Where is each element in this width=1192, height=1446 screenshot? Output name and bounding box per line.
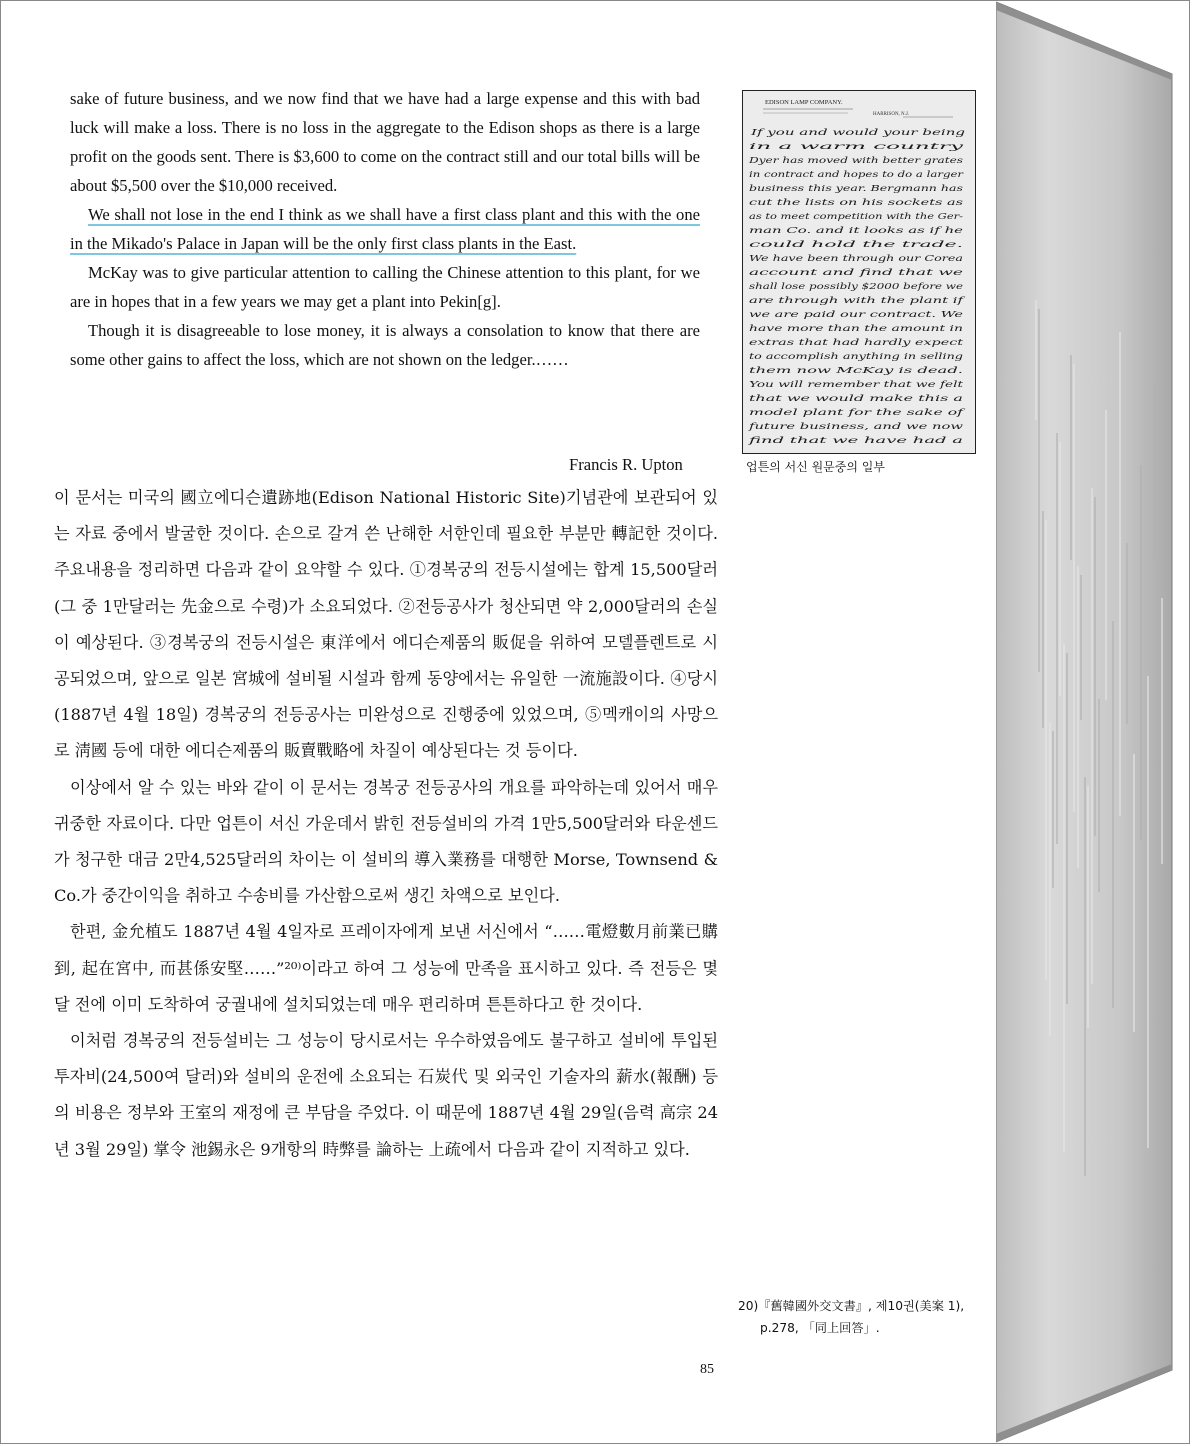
handwriting-line: man Co. and it looks as if he [749, 225, 964, 235]
handwriting-line: as to meet competition with the Ger- [749, 211, 964, 221]
korean-paragraph: 한편, 金允植도 1887년 4월 4일자로 프레이자에게 보낸 서신에서 “……電燈數月前業已購到, 起在宮中, 而甚係安堅……”²⁰⁾이라고 하여 그 성능에 만족을 표시하고 있다. 즉 전등은 몇달 전에 이미 도착하여 궁궐내에 설치되었는데 매우 편리하며 튼튼하다고 한 것이다. [54, 922, 718, 1014]
handwriting-lines [747, 127, 967, 445]
handwriting-line: If you and would your being [749, 127, 965, 137]
handwriting-line: them now McKay is dead. [749, 365, 963, 375]
handwriting-line: in contract and hopes to do a larger [749, 169, 965, 179]
korean-paragraph: 이처럼 경복궁의 전등설비는 그 성능이 당시로서는 우수하였음에도 불구하고 설비에 투입된 투자비(24,500여 달러)와 설비의 운전에 소요되는 石炭代 및 외국인 기술자의 薪水(報酬) 등의 비용은 정부와 王室의 재정에 큰 부담을 주었다. 이 때문에 1887년 4월 29일(음력 高宗 24년 3월 29일) 掌令 池錫永은 9개항의 時弊를 論하는 上疏에서 다음과 같이 지적하고 있다. [54, 1031, 718, 1159]
english-paragraph: McKay was to give particular attention to calling the Chinese attention to this plant, for we are in hopes that in a few years we may get a plant into Pekin[g]. [70, 263, 700, 311]
footnote-line: 20)『舊韓國外交文書』, 제10권(美案 1), [738, 1299, 965, 1313]
letterhead-place: HARRISON, N.J. [873, 112, 910, 117]
letterhead-text: EDISON LAMP COMPANY. [765, 99, 843, 106]
handwriting-line: Dyer has moved with better grates [747, 155, 965, 165]
handwriting-line: business this year. Bergmann has [749, 183, 965, 193]
handwriting-line: in a warm country [749, 141, 964, 151]
handwriting-line: model plant for the sake of [749, 407, 967, 417]
english-paragraph [70, 200, 700, 258]
handwriting-line: future business, and we now [747, 421, 963, 431]
handwriting-line: We have been through our Corea [749, 253, 964, 263]
korean-paragraph: 이상에서 알 수 있는 바와 같이 이 문서는 경복궁 전등공사의 개요를 파악하는데 있어서 매우 귀중한 자료이다. 다만 업튼이 서신 가운데서 밝힌 전등설비의 가격 1만5,500달러와 타운센드가 청구한 대금 2만4,525달러의 차이는 이 설비의 導入業務를 대행한 Morse, Townsend & Co.가 중간이익을 취하고 수송비를 가산함으로써 생긴 차액으로 보인다. [54, 777, 718, 906]
letter-facsimile-svg [743, 91, 975, 453]
handwritten-letter-image [742, 90, 976, 454]
handwriting-line: that we would make this a [749, 393, 963, 403]
handwriting-line: could hold the trade. [749, 239, 963, 249]
letter-caption: 업튼의 서신 원문중의 일부 [746, 460, 885, 474]
korean-paragraph: 이 문서는 미국의 國立에디슨遺跡地(Edison National Historic Site)기념관에 보관되어 있는 자료 중에서 발굴한 것이다. 손으로 갈겨 쓴 난해한 서한인데 필요한 부분만 轉記한 것이다. 주요내용을 정리하면 다음과 같이 요약할 수 있다. ①경복궁의 전등시설에는 합계 15,500달러(그 중 1만달러는 先金으로 수령)가 소요되었다. ②전등공사가 청산되면 약 2,000달러의 손실이 예상된다. ③경복궁의 전등시설은 東洋에서 에디슨제품의 販促을 위하여 모델플렌트로 시공되었으며, 앞으로 일본 宮城에 설비될 시설과 함께 동양에서는 유일한 一流施設이다. ④당시(1887년 4월 18일) 경복궁의 전등공사는 미완성으로 진행중에 있었으며, ⑤멕캐이의 사망으로 淸國 등에 대한 에디슨제품의 販賣戰略에 차질이 예상된다는 것 등이다. [54, 488, 718, 761]
english-paragraph: Though it is disagreeable to lose money, it is always a consolation to know that there are some other gains to affect the loss, which are not shown on the ledger.…… [70, 321, 700, 369]
handwriting-line: to accomplish anything in selling [749, 351, 963, 361]
handwriting-line: extras that had hardly expect [749, 337, 965, 347]
footnote [738, 1295, 964, 1339]
handwriting-line: cut the lists on his sockets as [749, 197, 965, 207]
letter-signature: Francis R. Upton [569, 455, 683, 474]
footnote-line: p.278, 「同上回答」. [760, 1321, 880, 1335]
page-stack-graphic [996, 0, 1192, 1446]
handwriting-line: find that we have had a [746, 435, 963, 445]
handwriting-line: shall lose possibly $2000 before we [749, 281, 964, 291]
handwriting-line: account and find that we [749, 267, 964, 277]
highlighted-text: We shall not lose in the end I think as we shall have a first class plant and this with the one in the Mikado's Palace in Japan will be the only first class plants in the East. [70, 205, 700, 253]
english-paragraph: sake of future business, and we now find that we have had a large expense and this with bad luck will make a loss. There is no loss in the aggregate to the Edison shops as there is a large profit on the goods sent. There is $3,600 to come on the contract still and our total bills will be about $5,500 over the $10,000 received. [70, 89, 700, 195]
handwriting-line: have more than the amount in [749, 323, 963, 333]
english-letter-excerpt [70, 84, 700, 374]
handwriting-line: You will remember that we felt [749, 379, 965, 389]
book-page-stack [996, 0, 1192, 1446]
page-number: 85 [700, 1362, 714, 1377]
handwriting-line: are through with the plant if [749, 295, 967, 305]
korean-body-text [54, 480, 718, 1168]
handwriting-line: we are paid our contract. We [749, 309, 964, 319]
